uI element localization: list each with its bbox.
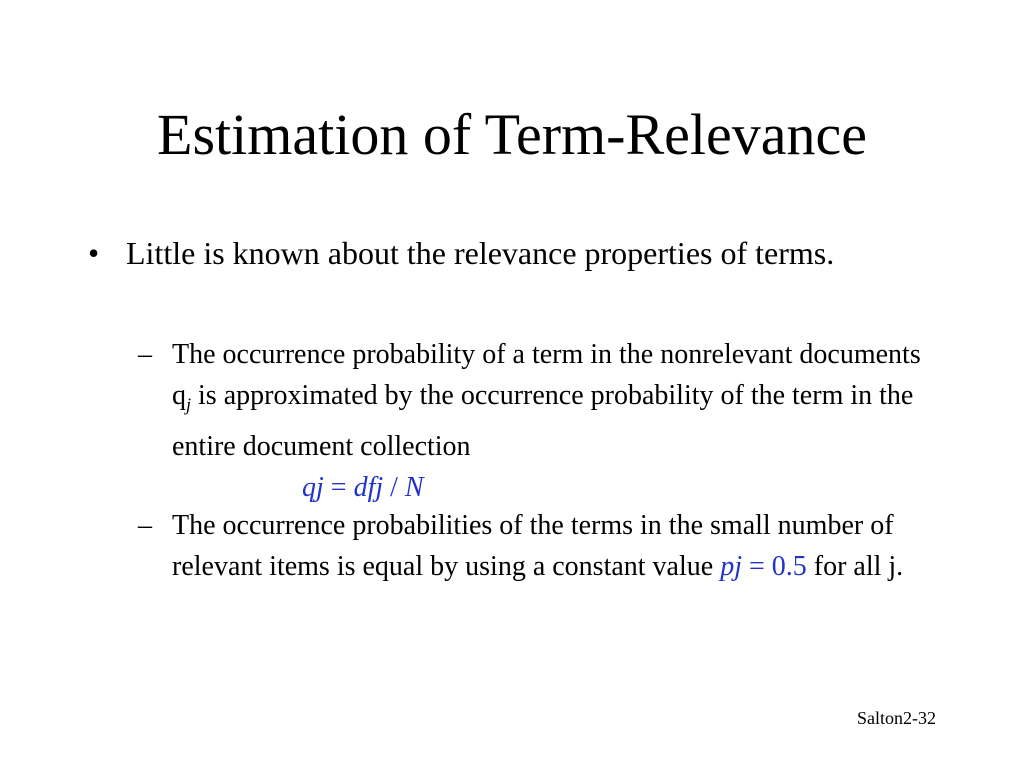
formula-lhs: qj [302, 471, 324, 503]
subscript-j: j [186, 394, 192, 415]
bullet-icon: • [88, 235, 100, 271]
sub-bullet-1 [138, 334, 938, 508]
formula-rhs: dfj [353, 471, 384, 503]
bullet-item [88, 232, 918, 274]
formula-den: N [404, 471, 424, 503]
dash-icon: – [138, 510, 152, 541]
dash-icon: – [138, 339, 152, 370]
slide-title: Estimation of Term-Relevance [157, 102, 867, 167]
sub-bullet-1-part2: is approximated by the occurrence probability of the term in the entire document collection [172, 380, 914, 462]
var-pj: pj [720, 551, 742, 582]
sub-bullet-2 [138, 505, 938, 587]
bullet-text: Little is known about the relevance properties of terms. [126, 235, 835, 271]
formula-eq: = [323, 471, 354, 503]
formula-qj [172, 467, 938, 508]
sub-bullet-1-part1: The occurrence probability of a term in the nonrelevant documents q [172, 339, 921, 411]
sub-bullet-1-text [138, 334, 938, 508]
formula-div: / [383, 471, 405, 503]
sub-bullet-2-text [138, 505, 938, 587]
slide-footer: Salton2-32 [857, 708, 936, 728]
eq-sign: = [741, 551, 772, 582]
value-0-5: 0.5 [771, 551, 807, 582]
sub-bullet-2-part2: for all j. [806, 551, 904, 582]
sub-bullet-2-part1: The occurrence probabilities of the terms in the small number of relevant items is equal by using a constant value [172, 510, 894, 582]
